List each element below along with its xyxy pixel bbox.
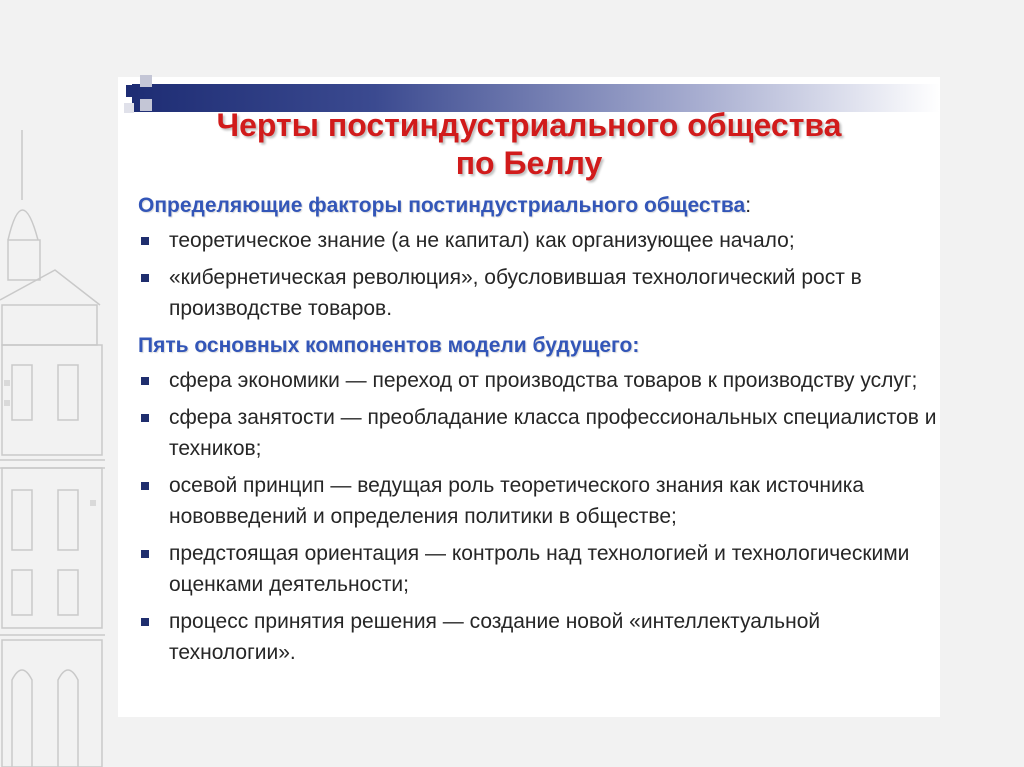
list-item — [138, 365, 938, 396]
slide-title — [118, 106, 940, 182]
slide-content — [138, 190, 938, 674]
list-item-text: «кибернетическая революция», обусловившая технологический рост в производстве товаров. — [169, 266, 862, 320]
list-item-text: предстоящая ориентация — контроль над технологией и технологическими оценками деятельности; — [169, 542, 910, 596]
building-sketch-icon — [0, 120, 110, 767]
slide — [118, 77, 940, 717]
decor-square — [126, 85, 138, 97]
list-item-text: осевой принцип — ведущая роль теоретического знания как источника нововведений и определения политики в обществе; — [169, 474, 865, 528]
square-bullet-icon — [141, 482, 149, 490]
square-bullet-icon — [141, 377, 149, 385]
square-bullet-icon — [141, 414, 149, 422]
square-bullet-icon — [141, 237, 149, 245]
list-item-text: теоретическое знание (а не капитал) как организующее начало; — [169, 229, 795, 252]
section-heading-factors — [138, 190, 938, 221]
title-line-2: по Беллу — [455, 145, 603, 181]
square-bullet-icon — [141, 274, 149, 282]
list-item-text: сфера экономики — переход от производства товаров к производству услуг; — [169, 369, 918, 392]
list-item — [138, 470, 938, 532]
title-line-1: Черты постиндустриального общества — [216, 107, 842, 143]
list-item — [138, 538, 938, 600]
decor-square — [118, 77, 126, 85]
list-item — [138, 262, 938, 324]
factors-list — [138, 225, 938, 324]
section-heading-components: Пять основных компонентов модели будущего: — [138, 334, 640, 357]
components-list — [138, 365, 938, 668]
list-item — [138, 606, 938, 668]
list-item-text: процесс принятия решения — создание новой «интеллектуальной технологии». — [169, 610, 821, 664]
heading-colon: : — [745, 194, 752, 217]
list-item — [138, 225, 938, 256]
list-item-text: сфера занятости — преобладание класса профессиональных специалистов и техников; — [169, 406, 937, 460]
section-heading-text: Определяющие факторы постиндустриального общества — [138, 194, 746, 217]
list-item — [138, 402, 938, 464]
square-bullet-icon — [141, 550, 149, 558]
square-bullet-icon — [141, 618, 149, 626]
decor-square — [140, 75, 152, 87]
